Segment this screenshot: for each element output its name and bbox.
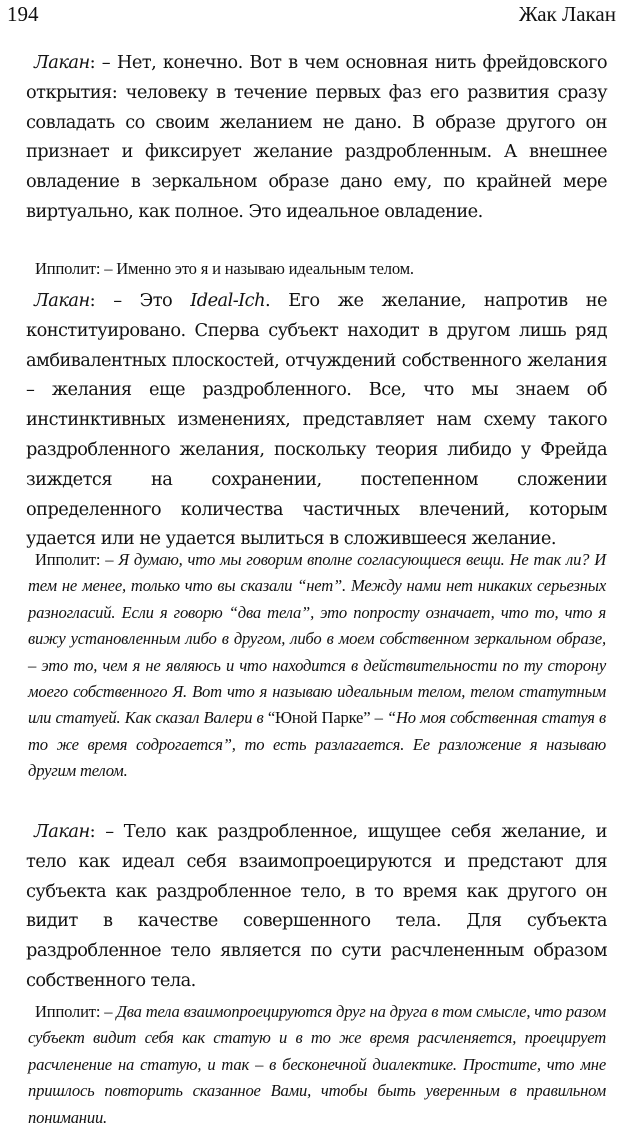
paragraph-text: – Нет, конечно. Вот в чем основная нить фрейдовского открытия: человеку в течение первых фаз его развития сразу совладать со своим желанием не дано. В образе другого он признает и фиксирует желание раздробленным. А внешнее овладение в зеркальном образе дано ему, по крайней мере виртуально, как полное. Это идеальное овладение. bbox=[26, 52, 607, 222]
page-number: 194 bbox=[7, 2, 39, 26]
speaker-name: Лакан bbox=[34, 52, 90, 73]
speaker-separator: : bbox=[95, 1002, 105, 1021]
paragraph-text-cont: – “Но моя собственная статуя в то же время содрогается”, то есть разлагается. Ее разложение я называю другим телом. bbox=[28, 708, 606, 781]
running-title: Жак Лакан bbox=[518, 2, 616, 26]
paragraph-lacan bbox=[26, 48, 607, 227]
paragraph-text: – Тело как раздробленное, ищущее себя желание, и тело как идеал себя взаимопроецируются и предстают для субъекта как раздробленное тело, в то время как другого он видит в качестве совершенного тела. Для субъекта раздробленное тело является по сути расчлененным образом собственного тела. bbox=[26, 821, 607, 991]
speaker-separator: : bbox=[95, 259, 105, 278]
emphasis-term: Ideal-Ich bbox=[190, 290, 265, 311]
speaker-name: Ипполит bbox=[35, 550, 96, 569]
paragraph-hyppolite bbox=[28, 999, 606, 1131]
paragraph-text: – Я думаю, что мы говорим вполне согласующиеся вещи. Не так ли? И тем не менее, только что вы сказали “нет”. Между нами нет никаких серьезных разногласий. Если я говорю “два тела”, это попросту означает, что то, что я вижу установленным либо в другом, либо в моем собственном зеркальном образе, – это то, чем я не являюсь и что находится в действительности по ту сторону моего собственного Я. Вот что я называю идеальным телом, телом статутным или статуей. Как сказал Валери в bbox=[28, 550, 607, 728]
paragraph-lacan bbox=[26, 817, 607, 996]
speaker-name: Ипполит bbox=[35, 1002, 96, 1021]
paragraph-text: – Именно это я и называю идеальным телом. bbox=[104, 259, 414, 278]
speaker-separator: : bbox=[89, 290, 114, 311]
speaker-separator: : bbox=[89, 52, 102, 73]
speaker-name: Ипполит bbox=[35, 259, 96, 278]
paragraph-lacan bbox=[26, 286, 607, 554]
paragraph-hyppolite bbox=[28, 256, 606, 282]
speaker-name: Лакан bbox=[34, 821, 90, 842]
paragraph-hyppolite bbox=[28, 547, 606, 785]
paragraph-text: – Это bbox=[113, 290, 191, 311]
paragraph-text: – Два тела взаимопроецируются друг на друга в том смысле, что разом субъект видит себя как статую и в то же время расчленяется, проецирует расчленение на статую, и так – в бесконечной диалектике. Простите, что мне пришлось повторить сказанное Вами, чтобы быть уверенным в правильном понимании. bbox=[28, 1002, 606, 1127]
running-header bbox=[0, 0, 620, 30]
speaker-separator: : bbox=[95, 550, 106, 569]
paragraph-text-cont: . Его же желание, напротив не конституировано. Сперва субъект находит в другом лишь ряд амбивалентных плоскостей, отчуждений собственного желания – желания еще раздробленного. Все, что мы знаем об инстинктивных изменениях, представляет нам схему такого раздробленного желания, поскольку теория либидо у Фрейда зиждется на сохранении, постепенном сложении определенного количества частичных влечений, которым удается или не удается вылиться в сложившееся желание. bbox=[26, 290, 608, 550]
speaker-separator: : bbox=[89, 821, 106, 842]
quoted-title: “Юной Парке” bbox=[267, 708, 371, 728]
speaker-name: Лакан bbox=[34, 290, 90, 311]
